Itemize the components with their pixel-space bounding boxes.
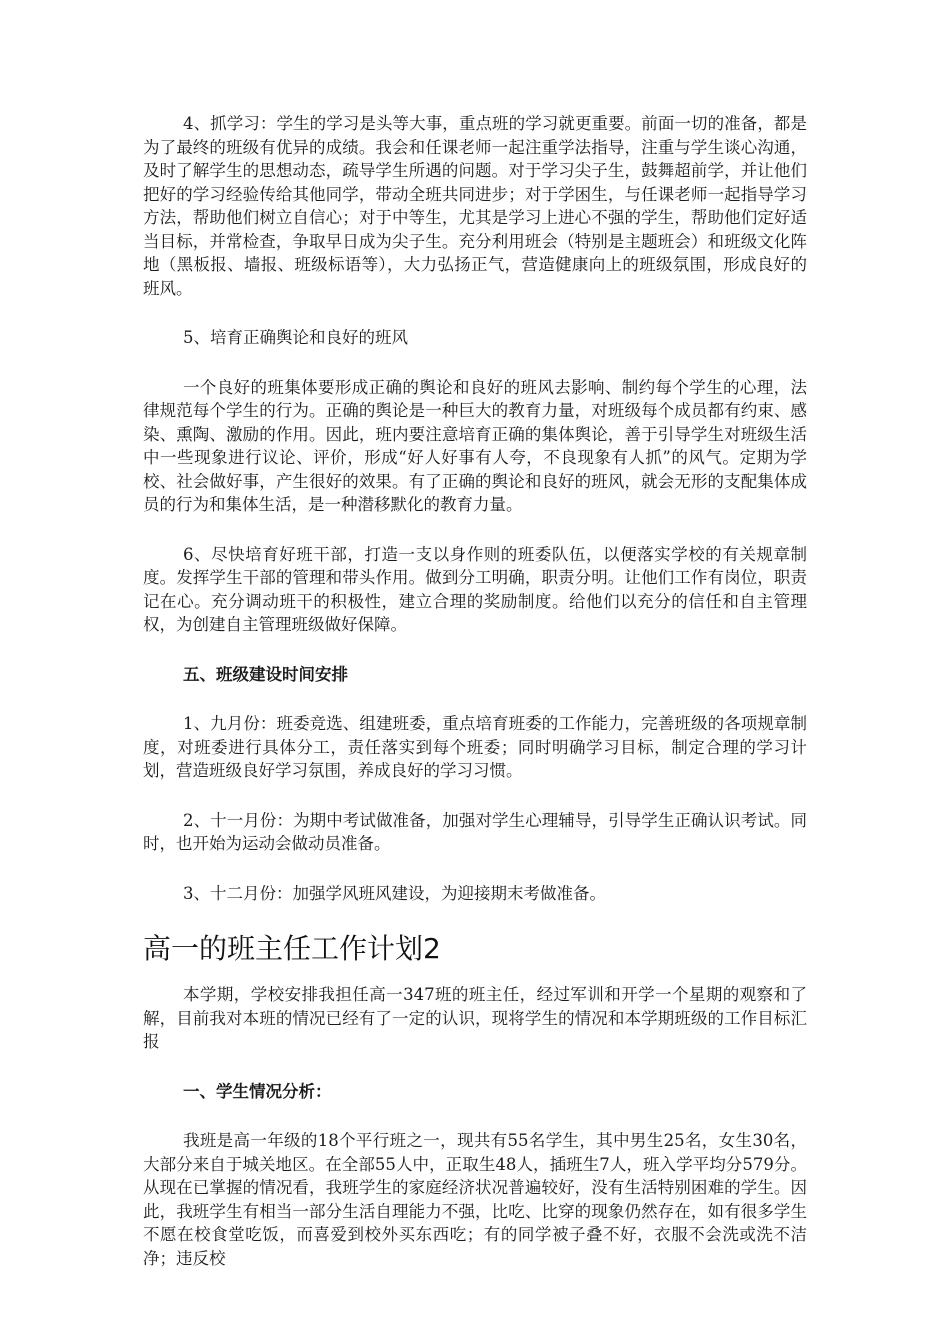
paragraph-public-opinion: 一个良好的班集体要形成正确的舆论和良好的班风去影响、制约每个学生的心理，法律规范每个学生的行为。正确的舆论是一种巨大的教育力量，对班级每个成员都有约束、感染、熏陶、激励的作用。因此，班内要注意培育正确的集体舆论，善于引导学生对班级生活中一些现象进行议论、评价，形成“好人好事有人夸，不良现象有人抓”的风气。定期为学校、社会做好事，产生很好的效果。有了正确的舆论和良好的班风，就会无形的支配集体成员的行为和集体生活，是一种潜移默化的教育力量。: [143, 377, 807, 514]
document-page: [143, 112, 807, 1296]
schedule-item-december: 3、十二月份：加强学风班风建设，为迎接期末考做准备。: [183, 883, 606, 903]
section-heading-student-analysis: 一、学生情况分析：: [183, 1081, 332, 1101]
schedule-item-november: 2、十一月份：为期中考试做准备，加强对学生心理辅导，引导学生正确认识考试。同时，也开始为运动会做动员准备。: [143, 810, 807, 853]
paragraph-class-cadres: 6、尽快培育好班干部，打造一支以身作则的班委队伍，以便落实学校的有关规章制度。发挥学生干部的管理和带头作用。做到分工明确，职责分明。让他们工作有岗位，职责记在心。充分调动班干的积极性，建立合理的奖励制度。给他们以充分的信任和自主管理权，为创建自主管理班级做好保障。: [143, 544, 807, 634]
paragraph-heading-public-opinion: 5、培育正确舆论和良好的班风: [183, 328, 408, 347]
paragraph-study: 4、抓学习：学生的学习是头等大事，重点班的学习就更重要。前面一切的准备，都是为了最终的班级有优异的成绩。我会和任课老师一起注重学法指导，注重与学生谈心沟通，及时了解学生的思想动态，疏导学生所遇的问题。对于学习尖子生，鼓舞超前学，并让他们把好的学习经验传给其他同学，带动全班共同进步；对于学困生，与任课老师一起指导学习方法，帮助他们树立自信心；对于中等生，尤其是学习上进心不强的学生，帮助他们定好适当目标，并常检查，争取早日成为尖子生。充分利用班会（特别是主题班会）和班级文化阵地（黑板报、墙报、班级标语等），大力弘扬正气，营造健康向上的班级氛围，形成良好的班风。: [143, 114, 807, 298]
paragraph-student-analysis: 我班是高一年级的18个平行班之一，现共有55名学生，其中男生25名，女生30名，大部分来自于城关地区。在全部55人中，正取生48人，插班生7人，班入学平均分579分。从现在已掌握的情况看，我班学生的家庭经济状况普遍较好，没有生活特别困难的学生。因此，我班学生有相当一部分生活自理能力不强，比吃、比穿的现象仍然存在，如有很多学生不愿在校食堂吃饭，而喜爱到校外买东西吃；有的同学被子叠不好，衣服不会洗或洗不洁净；违反校: [143, 1131, 807, 1268]
paragraph-intro: 本学期，学校安排我担任高一347班的班主任，经过军训和开学一个星期的观察和了解，目前我对本班的情况已经有了一定的认识，现将学生的情况和本学期班级的工作目标汇报: [143, 985, 807, 1051]
schedule-item-september: 1、九月份：班委竞选、组建班委，重点培育班委的工作能力，完善班级的各项规章制度，对班委进行具体分工，责任落实到每个班委；同时明确学习目标，制定合理的学习计划，营造班级良好学习氛围，养成良好的学习习惯。: [143, 714, 807, 780]
section-heading-schedule: 五、班级建设时间安排: [183, 664, 348, 684]
document-title-2: 高一的班主任工作计划2: [143, 932, 441, 965]
